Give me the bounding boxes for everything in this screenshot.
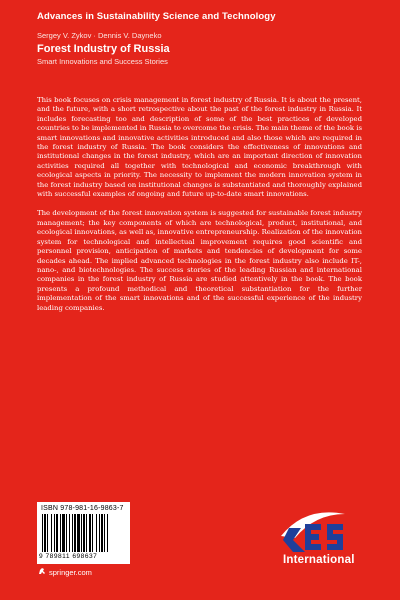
kes-international-logo	[275, 506, 355, 574]
publisher-link[interactable]	[38, 567, 92, 577]
logo-text: International	[283, 554, 355, 566]
blurb-paragraph: This book focuses on crisis management in forest industry of Russia. It is about the present, and the future, with a short retrospective about the past of the forest industry in Russia. It includes forecasting too and description of some of the best practices of developed countries to be implemented in Russia to overcome the crisis. The main theme of the book is smart innovations and innovative activities introduced and also those which are required in the forest industry of Russia. The book considers the effectiveness of innovations and institutional changes in the forest industry, which are an important direction of innovation activities required all together with technological and economic breakthrough with ecological aspects in priority. The necessity to implement the modern innovation system in the forest industry based on institutional changes is substantiated and thoroughly explained with successful examples of ongoing and future up-to-date smart innovations.	[37, 96, 362, 199]
barcode-panel	[37, 502, 130, 564]
blurb	[37, 96, 362, 323]
authors: Sergey V. Zykov · Dennis V. Dayneko	[37, 31, 162, 40]
kes-logo-icon	[275, 506, 355, 556]
springer-horse-icon	[38, 567, 46, 577]
publisher-url[interactable]: springer.com	[49, 567, 92, 577]
blurb-paragraph: The development of the forest innovation system is suggested for sustainable forest industry management; the key components of which are technological, product, institutional, and ecological innovations, as well as, innovative entrepreneurship. Realization of the innovation system for technological and intellectual improvement requires good scientific and personnel provision, anticipation of markets and tendencies of development for some decades ahead. The implied advanced technologies in the forest industry also include IT-, nano-, and biotechnologies. The success stories of the leading Russian and international companies in the forest industry of Russia are studied attentively in the book. The book presents a profound methodical and theoretical substantiation for the further implementation of the smart innovations and of the successful experience of the industry leading companies.	[37, 209, 362, 312]
series-title: Advances in Sustainability Science and Technology	[37, 11, 276, 22]
barcode-icon	[41, 514, 126, 552]
book-subtitle: Smart Innovations and Success Stories	[37, 57, 168, 66]
book-title: Forest Industry of Russia	[37, 43, 170, 55]
cover-header	[37, 11, 377, 66]
isbn-label: ISBN 978-981-16-9863-7	[41, 505, 124, 512]
barcode-digits: 9 789811 698637	[39, 553, 98, 560]
